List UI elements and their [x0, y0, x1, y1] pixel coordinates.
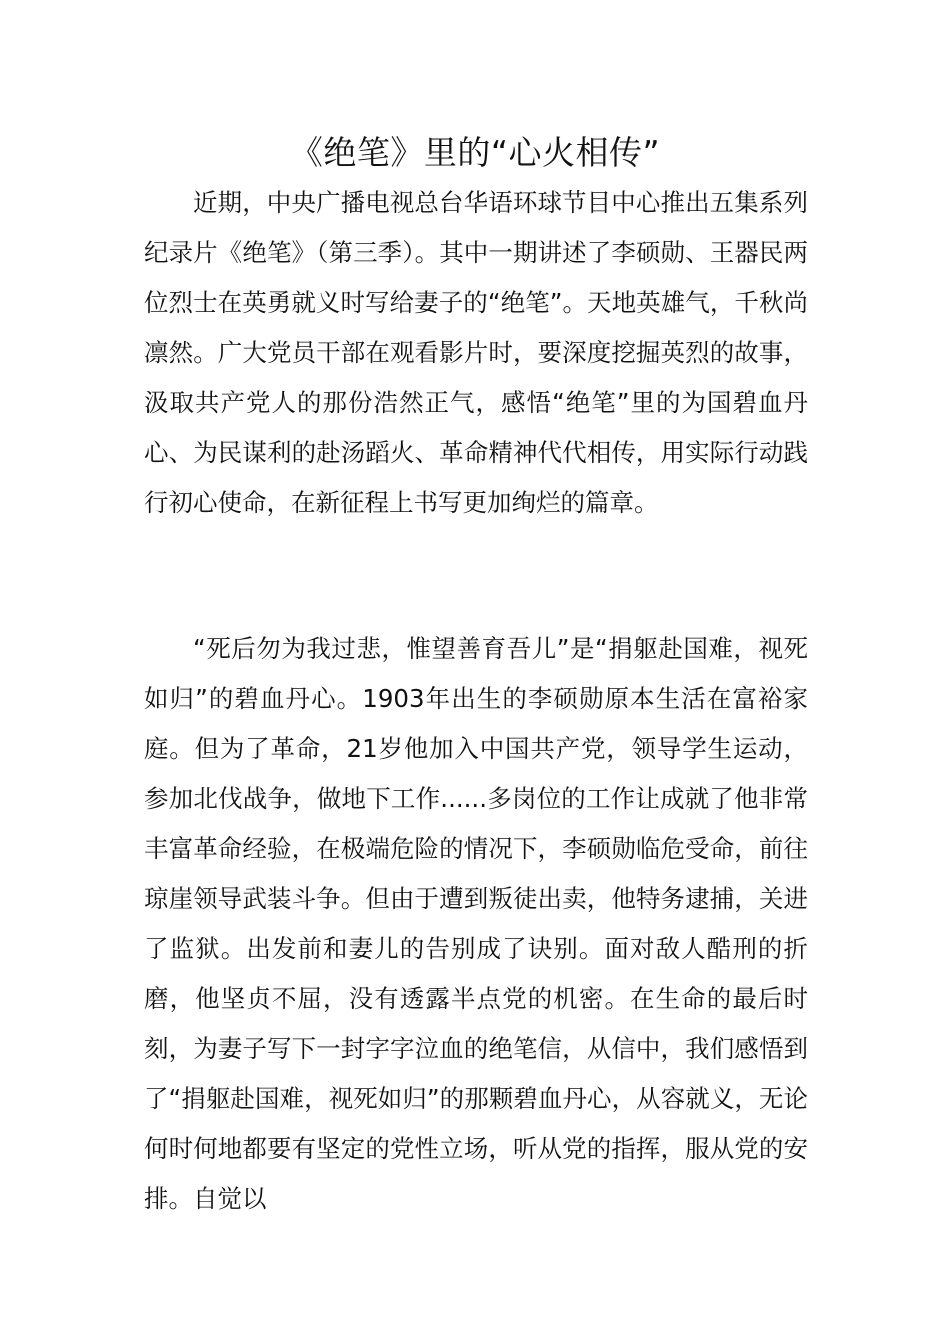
- body-paragraph-2: “死后勿为我过悲，惟望善育吾儿”是“捐躯赴国难，视死如归”的碧血丹心。1903年出生的李硕勋原本生活在富裕家庭。但为了革命，21岁他加入中国共产党，领导学生运动，参加北伐战争，做地下工作......多岗位的工作让成就了他非常丰富革命经验，在极端危险的情况下，李硕勋临危受命，前往琼崖领导武装斗争。但由于遭到叛徒出卖，他特务逮捕，关进了监狱。出发前和妻儿的告别成了诀别。面对敌人酷刑的折磨，他坚贞不屈，没有透露半点党的机密。在生命的最后时刻，为妻子写下一封字字泣血的绝笔信，从信中，我们感悟到了“捐躯赴国难，视死如归”的那颗碧血丹心，从容就义，无论何时何地都要有坚定的党性立场，听从党的指挥，服从党的安排。自觉以: [144, 634, 808, 1213]
- body-paragraph-1: 近期，中央广播电视总台华语环球节目中心推出五集系列纪录片《绝笔》（第三季）。其中一期讲述了李硕勋、王器民两位烈士在英勇就义时写给妻子的“绝笔”。天地英雄气，千秋尚凛然。广大党员干部在观看影片时，要深度挖掘英烈的故事，汲取共产党人的那份浩然正气，感悟“绝笔”里的为国碧血丹心、为民谋利的赴汤蹈火、革命精神代代相传，用实际行动践行初心使命，在新征程上书写更加绚烂的篇章。: [144, 188, 808, 517]
- page-title: 《绝笔》里的“心火相传”: [289, 133, 661, 172]
